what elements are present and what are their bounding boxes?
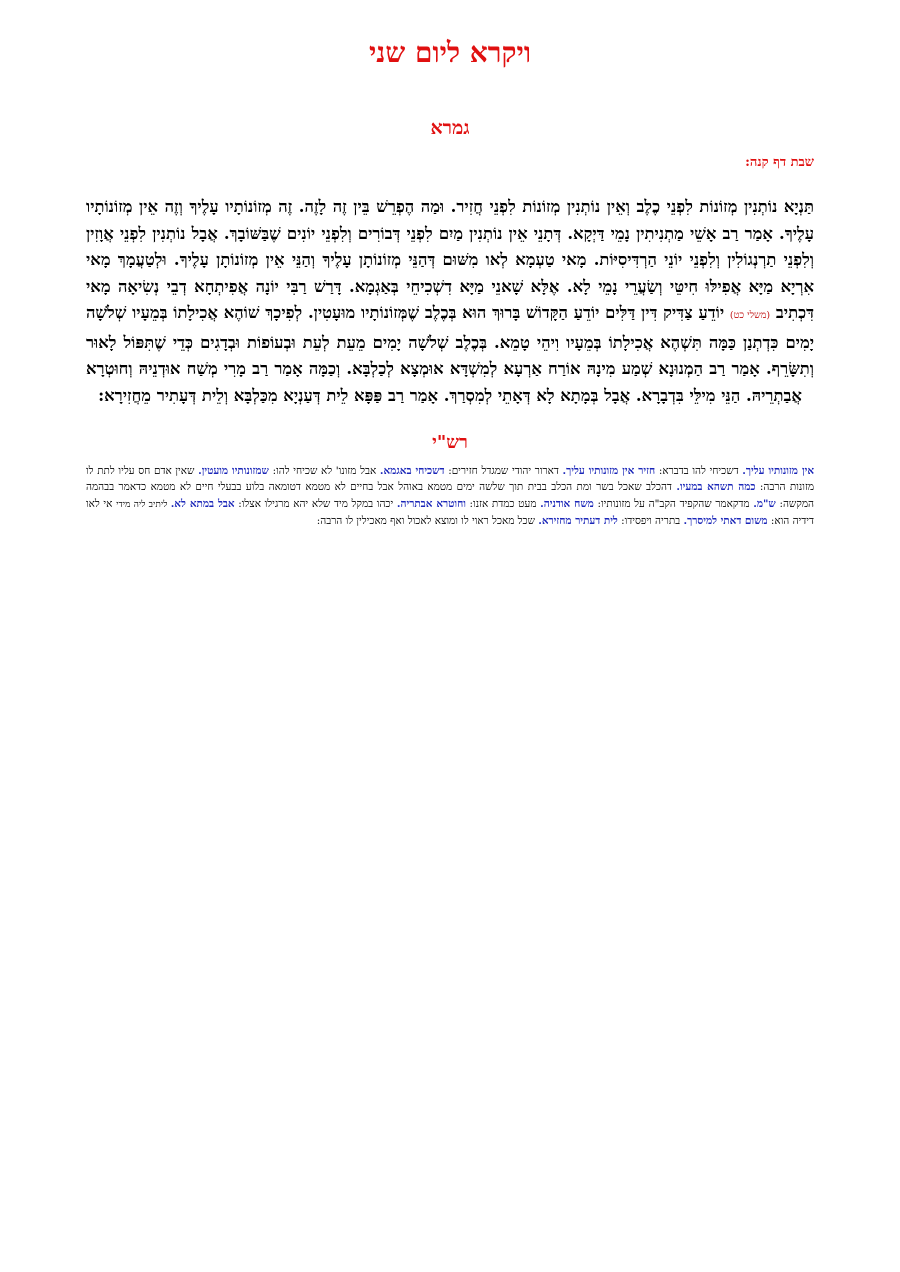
document-page bbox=[86, 0, 814, 529]
page-title: ויקרא ליום שני bbox=[368, 36, 532, 69]
dibbur-hamatchil: אבל במתא לא. bbox=[170, 497, 235, 510]
rashi-comment: אי לאו דידיה הוא: bbox=[86, 497, 814, 527]
rashi-comment: ליתיב ליה מידי bbox=[116, 499, 171, 510]
dibbur-hamatchil: משום דאתי למיסרך. bbox=[683, 514, 768, 527]
dibbur-hamatchil: משח אודניה. bbox=[540, 497, 594, 510]
rashi-comment: שאין אדם חס עליו לתת לו מזונות הרבה: bbox=[86, 465, 815, 494]
gemara-text bbox=[86, 194, 814, 409]
rashi-comment: דשכיחי להו בדברא: bbox=[655, 465, 743, 477]
dibbur-hamatchil: אין מזונותיו עליך. bbox=[742, 465, 815, 477]
dibbur-hamatchil: חזיר אין מזונותיו עליך. bbox=[562, 465, 656, 477]
rashi-comment: שכל מאכל ראוי לו ומוצא לאכול ואף מאכילין לו הרבה: bbox=[316, 514, 539, 527]
rashi-comment: מדקאמר שהקפיד הקב"ה על מזונותיו: bbox=[593, 497, 754, 510]
dibbur-hamatchil: דשכיחי באגמא. bbox=[379, 465, 445, 477]
dibbur-hamatchil: ש"מ. bbox=[753, 497, 776, 510]
source-reference: שבת דף קנה: bbox=[745, 155, 814, 170]
gemara-text-part-2: יוֹדֵעַ צַדִּיק דִּין דַּלִּים יוֹדֵעַ הַקָּדוֹשׁ בָּרוּךְ הוּא בְּכֶלֶב שֶׁמְּזוֹנוֹתָיו מוּעָטִין. לְפִיכָךְ שׁוֹהֶא אֲכִילָתוֹ בְּמֵעָיו שְׁלֹשָׁה יָמִים כִּדְתְנַן כַּמָּה תִּשְׁהֶא אֲכִילָתוֹ בְּמֵעָיו וִיהֵי טָמֵא. בְּכֶלֶב שְׁלֹשָׁה יָמִים מֵעֵת לְעֵת וּבְעוֹפוֹת וּבְדָגִים כְּדֵי שֶׁתִּפּוֹל לָאוּר וְתִשָּׂרֵף. אָמַר רַב הַמְנוּנָא שְׁמַע מִינָהּ אוֹרַח אַרְעָא לְמִשְׁדָּא אוּמְצָא לְכַלְבָּא. וְכַמָּה אָמַר רַב מָרִי מְשַׁח אוּדְנֵיהּ וְחוּטְרָא אֲבַתְרֵיהּ. הַנֵּי מִילֵּי בִּדְבָרָא. אֲבָל בְּמָתָא לָא דְּאָתֵי לְמִסְרַךְ. אָמַר רַב פַּפָּא לֵית דְּעַנְיָא מִכַּלְבָּא וְלֵית דְּעָתִיר מֵחֲזִירָא: bbox=[86, 303, 814, 405]
rashi-comment: דהכלב שאכל בשר ומת הכלב בבית תוך שלשה ימים מטמא באוהל אבל בחיים לא מטמא דטומאה בלוע בבעלי חיים לא מטמא כדאמר בבהמה המקשה: bbox=[86, 481, 814, 510]
gemara-text-part-1: תַּנְיָא נוֹתְנִין מְזוֹנוֹת לִפְנֵי כֶלֶב וְאֵין נוֹתְנִין מְזוֹנוֹת לִפְנֵי חֲזִיר. וּמַה הֶפְרֵשׁ בֵּין זֶה לָזֶה. זֶה מְזוֹנוֹתָיו עָלֶיךָ וְזֶה אֵין מְזוֹנוֹתָיו עָלֶיךָ. אָמַר רַב אָשֵׁי מַתְנִיתִין נָמֵי דַּיְקָא. דְּתָנֵי אֵין נוֹתְנִין מַיִם לִפְנֵי דְּבוֹרִים וְלִפְנֵי יוֹנִים שֶׁבַּשּׁוֹבָךְ. אֲבָל נוֹתְנִין לִפְנֵי אֲוָזִין וְלִפְנֵי תַרְנְגוֹלִין וְלִפְנֵי יוֹנֵי הַרְדִּיסִיּוֹת. מָאי טַעְמָא לְאו מִשּׁוּם דְּהַנֵּי מְזוֹנוֹתָן עָלֶיךָ וְהַנֵּי אֵין מְזוֹנוֹתָן עָלֶיךָ. וּלְטַעֲמָךְ מָאי אִרְיָא מַיָּא אֲפִילּוּ חִיטֵּי וְשַׂעֲרֵי נָמֵי לָא. אֶלָּא שָׁאנֵי מַיָּא דִשְׁכִיחֵי בְּאַגְמָא. דָּרַשׁ רַבִּי יוֹנָה אֲפִיתְחָא דְבֵי נְשִׂיאָה מָאי דִּכְתִיב bbox=[86, 197, 814, 322]
rashi-heading: רש"י bbox=[432, 432, 468, 453]
verse-reference: (משלי כט) bbox=[729, 310, 771, 321]
rashi-comment: מעט כמדת אזנו: bbox=[465, 497, 541, 510]
dibbur-hamatchil: כמה תשהא במעיו. bbox=[676, 481, 756, 494]
dibbur-hamatchil: וחוטרא אבתריה. bbox=[396, 497, 466, 510]
rashi-comment: בתריה ויפסידו: bbox=[617, 514, 684, 527]
dibbur-hamatchil: לית דעתיר מחזירא. bbox=[538, 514, 618, 527]
dibbur-hamatchil: שמזונותיו מועטין. bbox=[198, 465, 269, 477]
rashi-comment: אבל מזונו' לא שכיחי להו: bbox=[268, 465, 380, 477]
rashi-comment: יכהו במקל מיד שלא יהא מרגילו אצלו: bbox=[234, 497, 397, 510]
gemara-heading: גמרא bbox=[430, 117, 470, 139]
rashi-commentary bbox=[86, 463, 814, 529]
rashi-comment: דארור יהודי שמגדל חזירים: bbox=[444, 465, 563, 477]
